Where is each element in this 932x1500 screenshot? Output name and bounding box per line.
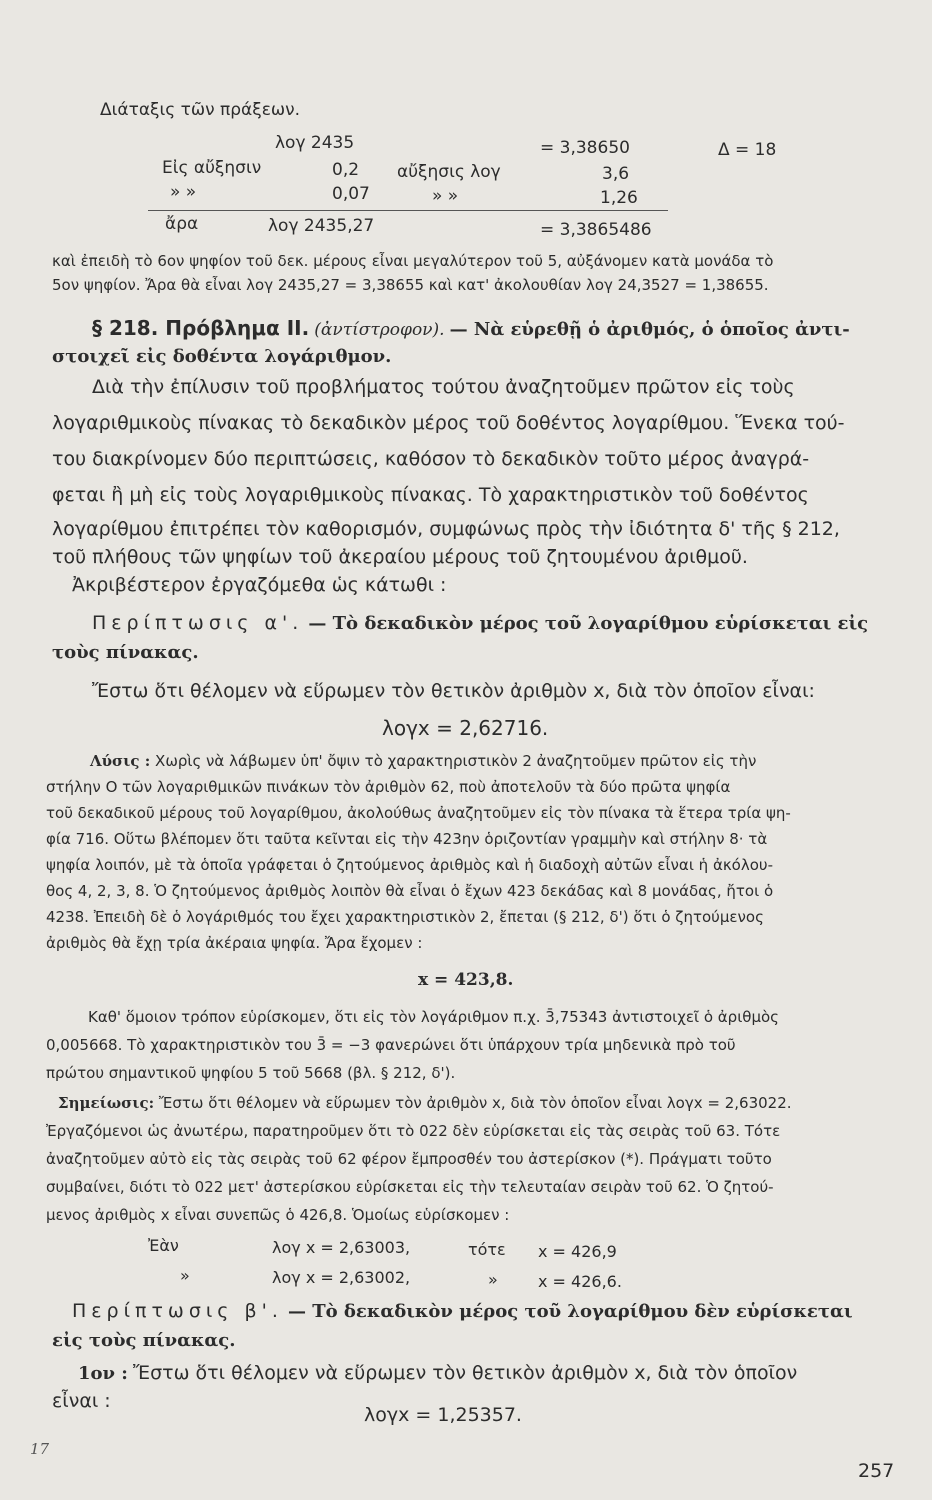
section-title-b: στοιχεῖ εἰς δοθέντα λογάριθμον. xyxy=(52,346,392,367)
intro-line-3: του διακρίνομεν δύο περιπτώσεις, καθόσον τὸ δεκαδικὸν τοῦτο μέρος ἀναγρά- xyxy=(52,448,810,470)
calc-row2-val: 0,2 xyxy=(332,160,360,180)
case-b-item xyxy=(78,1362,797,1384)
solution-line-5: θος 4, 2, 3, 8. Ὁ ζητούμενος ἀριθμὸς λοιπὸν θὰ εἶναι ὁ ἔχων 423 δεκάδας καὶ 8 μονάδας, ἤτοι ὁ xyxy=(46,882,774,900)
solution-line-7: ἀριθμὸς θὰ ἔχῃ τρία ἀκέραια ψηφία. Ἄρα ἔχομεν : xyxy=(46,934,423,952)
case-a-heading xyxy=(92,612,868,634)
note-first-line xyxy=(58,1094,792,1112)
calc-row4-eq: = 3,3865486 xyxy=(540,220,652,240)
solution-label: Λύσις : xyxy=(90,752,151,770)
calc-row1-delta: Δ = 18 xyxy=(718,140,777,160)
note-ex2-then: » xyxy=(488,1270,498,1289)
intro-line-1: Διὰ τὴν ἐπίλυσιν τοῦ προβλήματος τούτου ἀναζητοῦμεν πρῶτον εἰς τοὺς xyxy=(92,376,795,398)
solution-line-1: στήλην Ο τῶν λογαριθμικῶν πινάκων τὸν ἀριθμὸν 62, ποὺ ἀποτελοῦν τὰ δύο πρῶτα ψηφία xyxy=(46,778,731,796)
intro-line-6: τοῦ πλήθους τῶν ψηφίων τοῦ ἀκεραίου μέρους τοῦ ζητουμένου ἀριθμοῦ. xyxy=(52,546,748,568)
section-number: § 218. Πρόβλημα ΙΙ. xyxy=(92,316,310,340)
note-first-text: Ἔστω ὅτι θέλομεν νὰ εὕρωμεν τὸν ἀριθμὸν x, διὰ τὸν ὁποῖον εἶναι λογx = 2,63022. xyxy=(158,1094,792,1112)
calc-row2-mid: αὔξησις λογ xyxy=(397,162,501,182)
case-b-heading xyxy=(72,1300,853,1322)
page-number: 257 xyxy=(858,1460,895,1482)
solution-line-2: τοῦ δεκαδικοῦ μέρους τοῦ λογαρίθμου, ἀκολούθως ἀναζητοῦμεν εἰς τὸν πίνακα τὰ ἕτερα τρία ψη- xyxy=(46,804,791,822)
calc-row4-log: λογ 2435,27 xyxy=(268,216,375,236)
section-218-heading xyxy=(92,316,850,340)
note-label: Σημείωσις: xyxy=(58,1094,155,1112)
case-a-title-a: — Τὸ δεκαδικὸν μέρος τοῦ λογαρίθμου εὑρίσκεται εἰς xyxy=(308,613,869,634)
intro-line-7: Ἀκριβέστερον ἐργαζόμεθα ὡς κάτωθι : xyxy=(72,574,447,596)
calc-row3-label: » » xyxy=(170,182,197,202)
note-ex2-log: λογ x = 2,63002, xyxy=(272,1268,411,1287)
note-ex1-log: λογ x = 2,63003, xyxy=(272,1238,411,1257)
note-ex1-then: τότε xyxy=(468,1240,506,1259)
solution-first-line xyxy=(90,752,756,770)
printer-signature: 17 xyxy=(30,1440,50,1458)
case-a-title-b: τοὺς πίνακας. xyxy=(52,642,199,663)
case-a-equation: λογx = 2,62716. xyxy=(382,716,549,740)
intro-line-2: λογαριθμικοὺς πίνακας τὸ δεκαδικὸν μέρος τοῦ δοθέντος λογαρίθμου. Ἕνεκα τού- xyxy=(52,412,845,434)
case-b-item-label: 1ον : xyxy=(78,1363,128,1384)
intro-line-4: φεται ἢ μὴ εἰς τοὺς λογαριθμικοὺς πίνακας. Τὸ χαρακτηριστικὸν τοῦ δοθέντος xyxy=(52,484,809,506)
note-line-2: ἀναζητοῦμεν αὐτὸ εἰς τὰς σειρὰς τοῦ 62 φέρον ἔμπροσθέν του ἀστερίσκον (*). Πράγματι τοῦτο xyxy=(46,1150,772,1168)
calc-row4-label: ἄρα xyxy=(165,214,199,234)
solution-line-3: φία 716. Οὕτω βλέπομεν ὅτι ταῦτα κεῖνται εἰς τὴν 423ην ὁριζοντίαν γραμμὴν καὶ στήλην 8· τὰ xyxy=(46,830,768,848)
note-ex2-x: x = 426,6. xyxy=(538,1272,622,1291)
calc-row3-mid: » » xyxy=(432,186,459,206)
calc-row3-val: 0,07 xyxy=(332,184,370,204)
case-a-statement: Ἔστω ὅτι θέλομεν νὰ εὕρωμεν τὸν θετικὸν ἀριθμὸν x, διὰ τὸν ὁποῖον εἶναι: xyxy=(92,680,815,702)
case-b-item-cont: εἶναι : xyxy=(52,1390,111,1412)
case-b-title-b: εἰς τοὺς πίνακας. xyxy=(52,1330,236,1351)
section-title-a: — Νὰ εὑρεθῇ ὁ ἀριθμός, ὁ ὁποῖος ἀντι- xyxy=(449,319,850,340)
note-ex1-x: x = 426,9 xyxy=(538,1242,617,1261)
case-a-label: Περίπτωσις α'. xyxy=(92,612,304,634)
case-b-equation: λογx = 1,25357. xyxy=(364,1404,522,1426)
solution-line-4: ψηφία λοιπόν, μὲ τὰ ὁποῖα γράφεται ὁ ζητούμενος ἀριθμὸς καὶ ἡ διαδοχὴ αὐτῶν εἶναι ἡ ἀκόλου- xyxy=(46,856,773,874)
calc-row1-log: λογ 2435 xyxy=(275,133,355,153)
solution-line-6: 4238. Ἐπειδὴ δὲ ὁ λογάριθμός του ἔχει χαρακτηριστικὸν 2, ἔπεται (§ 212, δ') ὅτι ὁ ζητούμενος xyxy=(46,908,764,926)
solution-result: x = 423,8. xyxy=(418,970,514,990)
case-b-title-a: — Τὸ δεκαδικὸν μέρος τοῦ λογαρίθμου δὲν εὑρίσκεται xyxy=(287,1301,853,1322)
calc-row3-res: 1,26 xyxy=(600,188,638,208)
similar-line-1: Καθ' ὅμοιον τρόπον εὑρίσκομεν, ὅτι εἰς τὸν λογάριθμον π.χ. 3̄,75343 ἀντιστοιχεῖ ὁ ἀριθμὸς xyxy=(88,1008,779,1026)
intro-line-5: λογαρίθμου ἐπιτρέπει τὸν καθορισμόν, συμφώνως πρὸς τὴν ἰδιότητα δ' τῆς § 212, xyxy=(52,518,840,540)
note-line-3: συμβαίνει, διότι τὸ 022 μετ' ἀστερίσκου εὑρίσκεται εἰς τὴν τελευταίαν σειρὰν τοῦ 62. Ὁ ζητού- xyxy=(46,1178,774,1196)
note-ex1-if: Ἐὰν xyxy=(148,1236,179,1255)
case-b-label: Περίπτωσις β'. xyxy=(72,1300,283,1322)
note-line-1: Ἐργαζόμενοι ὡς ἀνωτέρω, παρατηροῦμεν ὅτι τὸ 022 δὲν εὑρίσκεται εἰς τὰς σειρὰς τοῦ 63. Τότε xyxy=(46,1122,781,1140)
note-line-4: μενος ἀριθμὸς x εἶναι συνεπῶς ὁ 426,8. Ὁμοίως εὑρίσκομεν : xyxy=(46,1206,510,1224)
case-b-item-text: Ἔστω ὅτι θέλομεν νὰ εὕρωμεν τὸν θετικὸν ἀριθμὸν x, διὰ τὸν ὁποῖον xyxy=(133,1362,798,1384)
similar-line-3: πρώτου σημαντικοῦ ψηφίου 5 τοῦ 5668 (βλ. § 212, δ'). xyxy=(46,1064,456,1082)
note-ex2-if: » xyxy=(180,1266,190,1285)
calc-row2-res: 3,6 xyxy=(602,164,630,184)
solution-first-text: Χωρὶς νὰ λάβωμεν ὑπ' ὄψιν τὸ χαρακτηριστικὸν 2 ἀναζητοῦμεν πρῶτον εἰς τὴν xyxy=(155,752,757,770)
calc-row1-eq: = 3,38650 xyxy=(540,138,630,158)
calc-heading: Διάταξις τῶν πράξεων. xyxy=(100,100,301,120)
conclusion-line1: καὶ ἐπειδὴ τὸ 6ον ψηφίον τοῦ δεκ. μέρους εἶναι μεγαλύτερον τοῦ 5, αὐξάνομεν κατὰ μονάδα τὸ xyxy=(52,252,774,270)
conclusion-line2: 5ον ψηφίον. Ἄρα θὰ εἶναι λογ 2435,27 = 3,38655 καὶ κατ' ἀκολουθίαν λογ 24,3527 = 1,38655. xyxy=(52,276,769,294)
section-subtitle: (ἀντίστροφον). xyxy=(314,320,445,340)
similar-line-2: 0,005668. Τὸ χαρακτηριστικὸν του 3̄ = −3 φανερώνει ὅτι ὑπάρχουν τρία μηδενικὰ πρὸ τοῦ xyxy=(46,1036,736,1054)
calc-row2-label: Εἰς αὔξησιν xyxy=(162,158,262,178)
calc-rule xyxy=(148,210,668,211)
